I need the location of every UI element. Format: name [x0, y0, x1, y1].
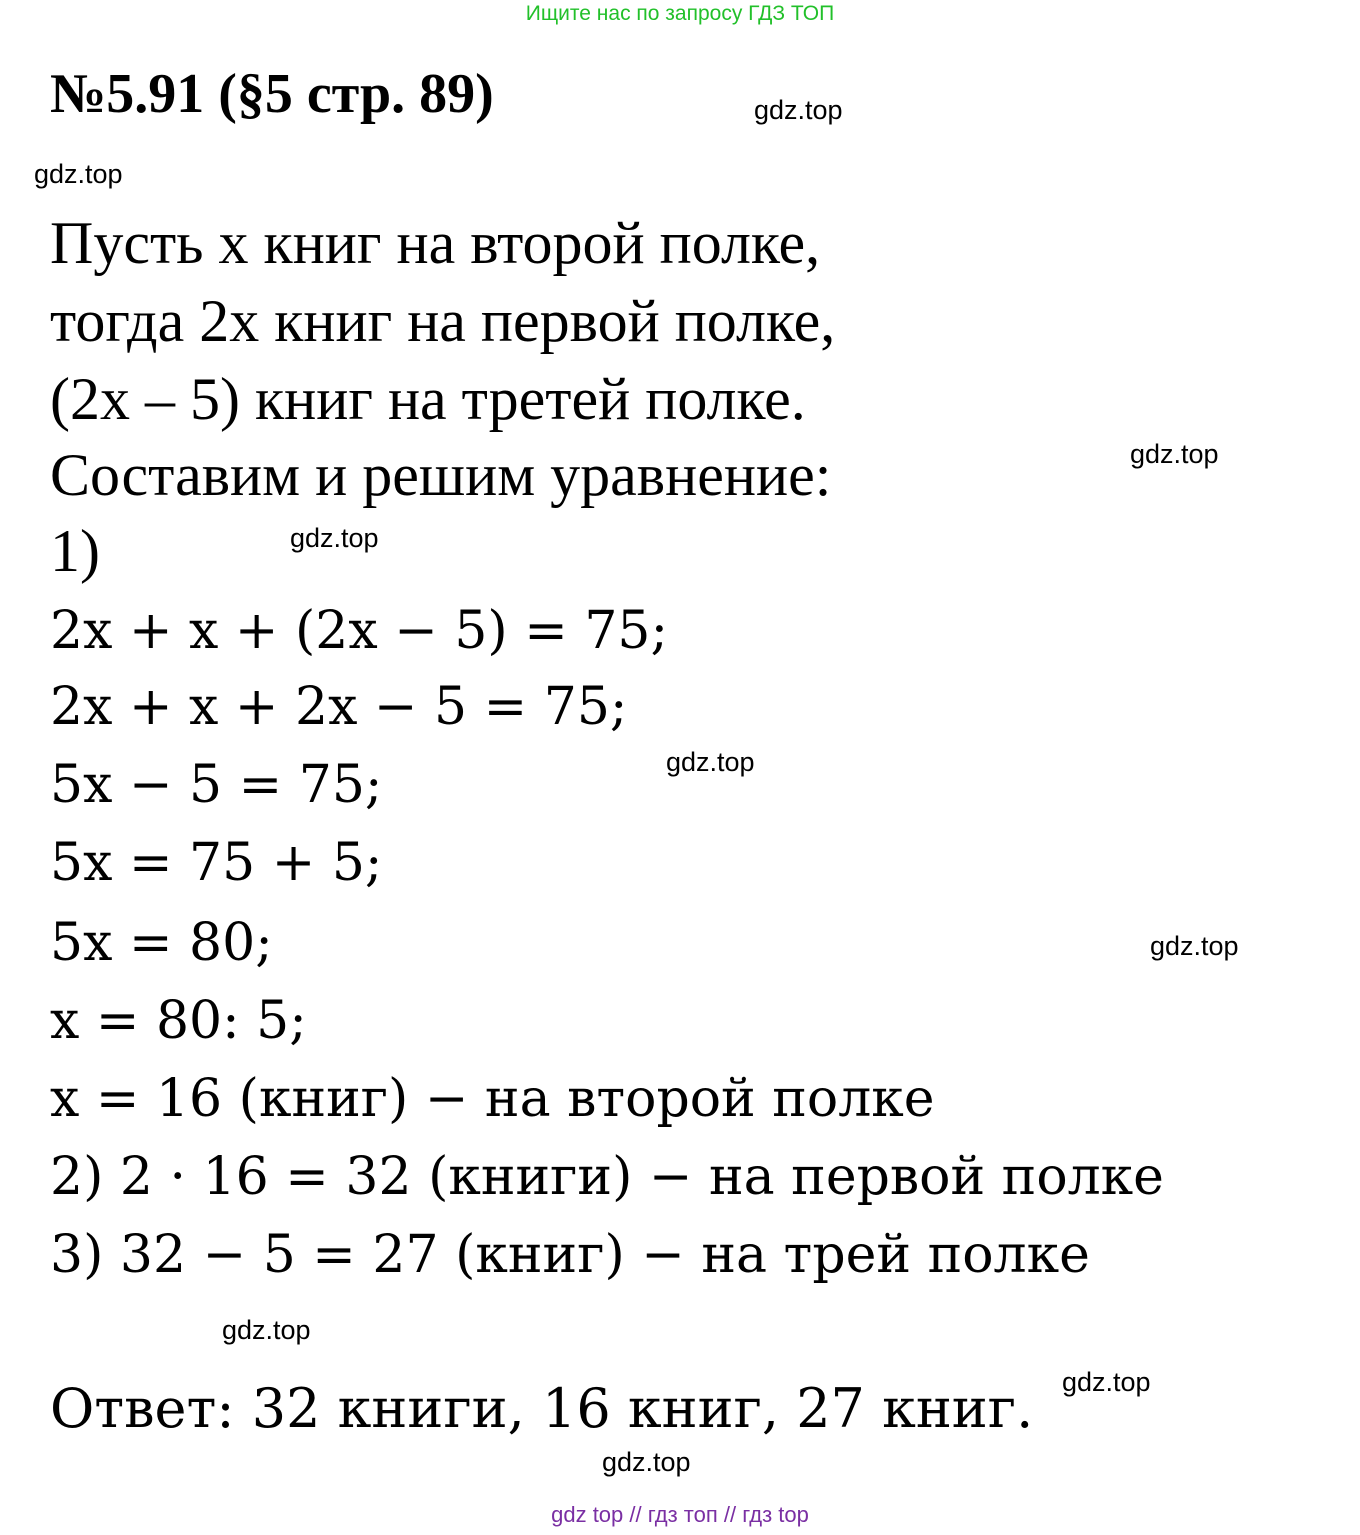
watermark: gdz.top	[602, 1447, 691, 1477]
condition-line-second-shelf: Пусть x книг на второй полке,	[50, 210, 821, 276]
watermark: gdz.top	[290, 523, 379, 553]
task-title: №5.91 (§5 стр. 89)	[50, 63, 494, 125]
equation-line: x = 80: 5;	[50, 991, 307, 1051]
equation-line: 5x = 75 + 5;	[50, 833, 383, 893]
watermark: gdz.top	[666, 747, 755, 777]
footer-watermark: gdz top // гдз топ // гдз top	[551, 1502, 809, 1527]
watermark: gdz.top	[222, 1315, 311, 1345]
equation-intro: Составим и решим уравнение:	[50, 442, 832, 508]
watermark: gdz.top	[1062, 1367, 1151, 1397]
equation-line: 5x − 5 = 75;	[50, 755, 383, 815]
equation-line: 2x + x + (2x − 5) = 75;	[50, 601, 669, 661]
watermark: gdz.top	[754, 95, 843, 125]
watermark: gdz.top	[1130, 439, 1219, 469]
watermark: gdz.top	[1150, 931, 1239, 961]
step-one-label: 1)	[50, 518, 100, 584]
search-banner: Ищите нас по запросу ГДЗ ТОП	[525, 2, 835, 25]
equation-line: 2x + x + 2x − 5 = 75;	[50, 677, 628, 737]
result-second-shelf: x = 16 (книг) − на второй полке	[50, 1069, 935, 1129]
result-third-shelf: 3) 32 − 5 = 27 (книг) − на трей полке	[50, 1225, 1090, 1285]
condition-line-first-shelf: тогда 2x книг на первой полке,	[50, 288, 836, 354]
result-first-shelf: 2) 2 · 16 = 32 (книги) − на первой полке	[50, 1147, 1164, 1207]
condition-line-third-shelf: (2x – 5) книг на третей полке.	[50, 366, 806, 432]
watermark: gdz.top	[34, 159, 123, 189]
equation-line: 5x = 80;	[50, 913, 273, 973]
answer: Ответ: 32 книги, 16 книг, 27 книг.	[50, 1377, 1034, 1440]
